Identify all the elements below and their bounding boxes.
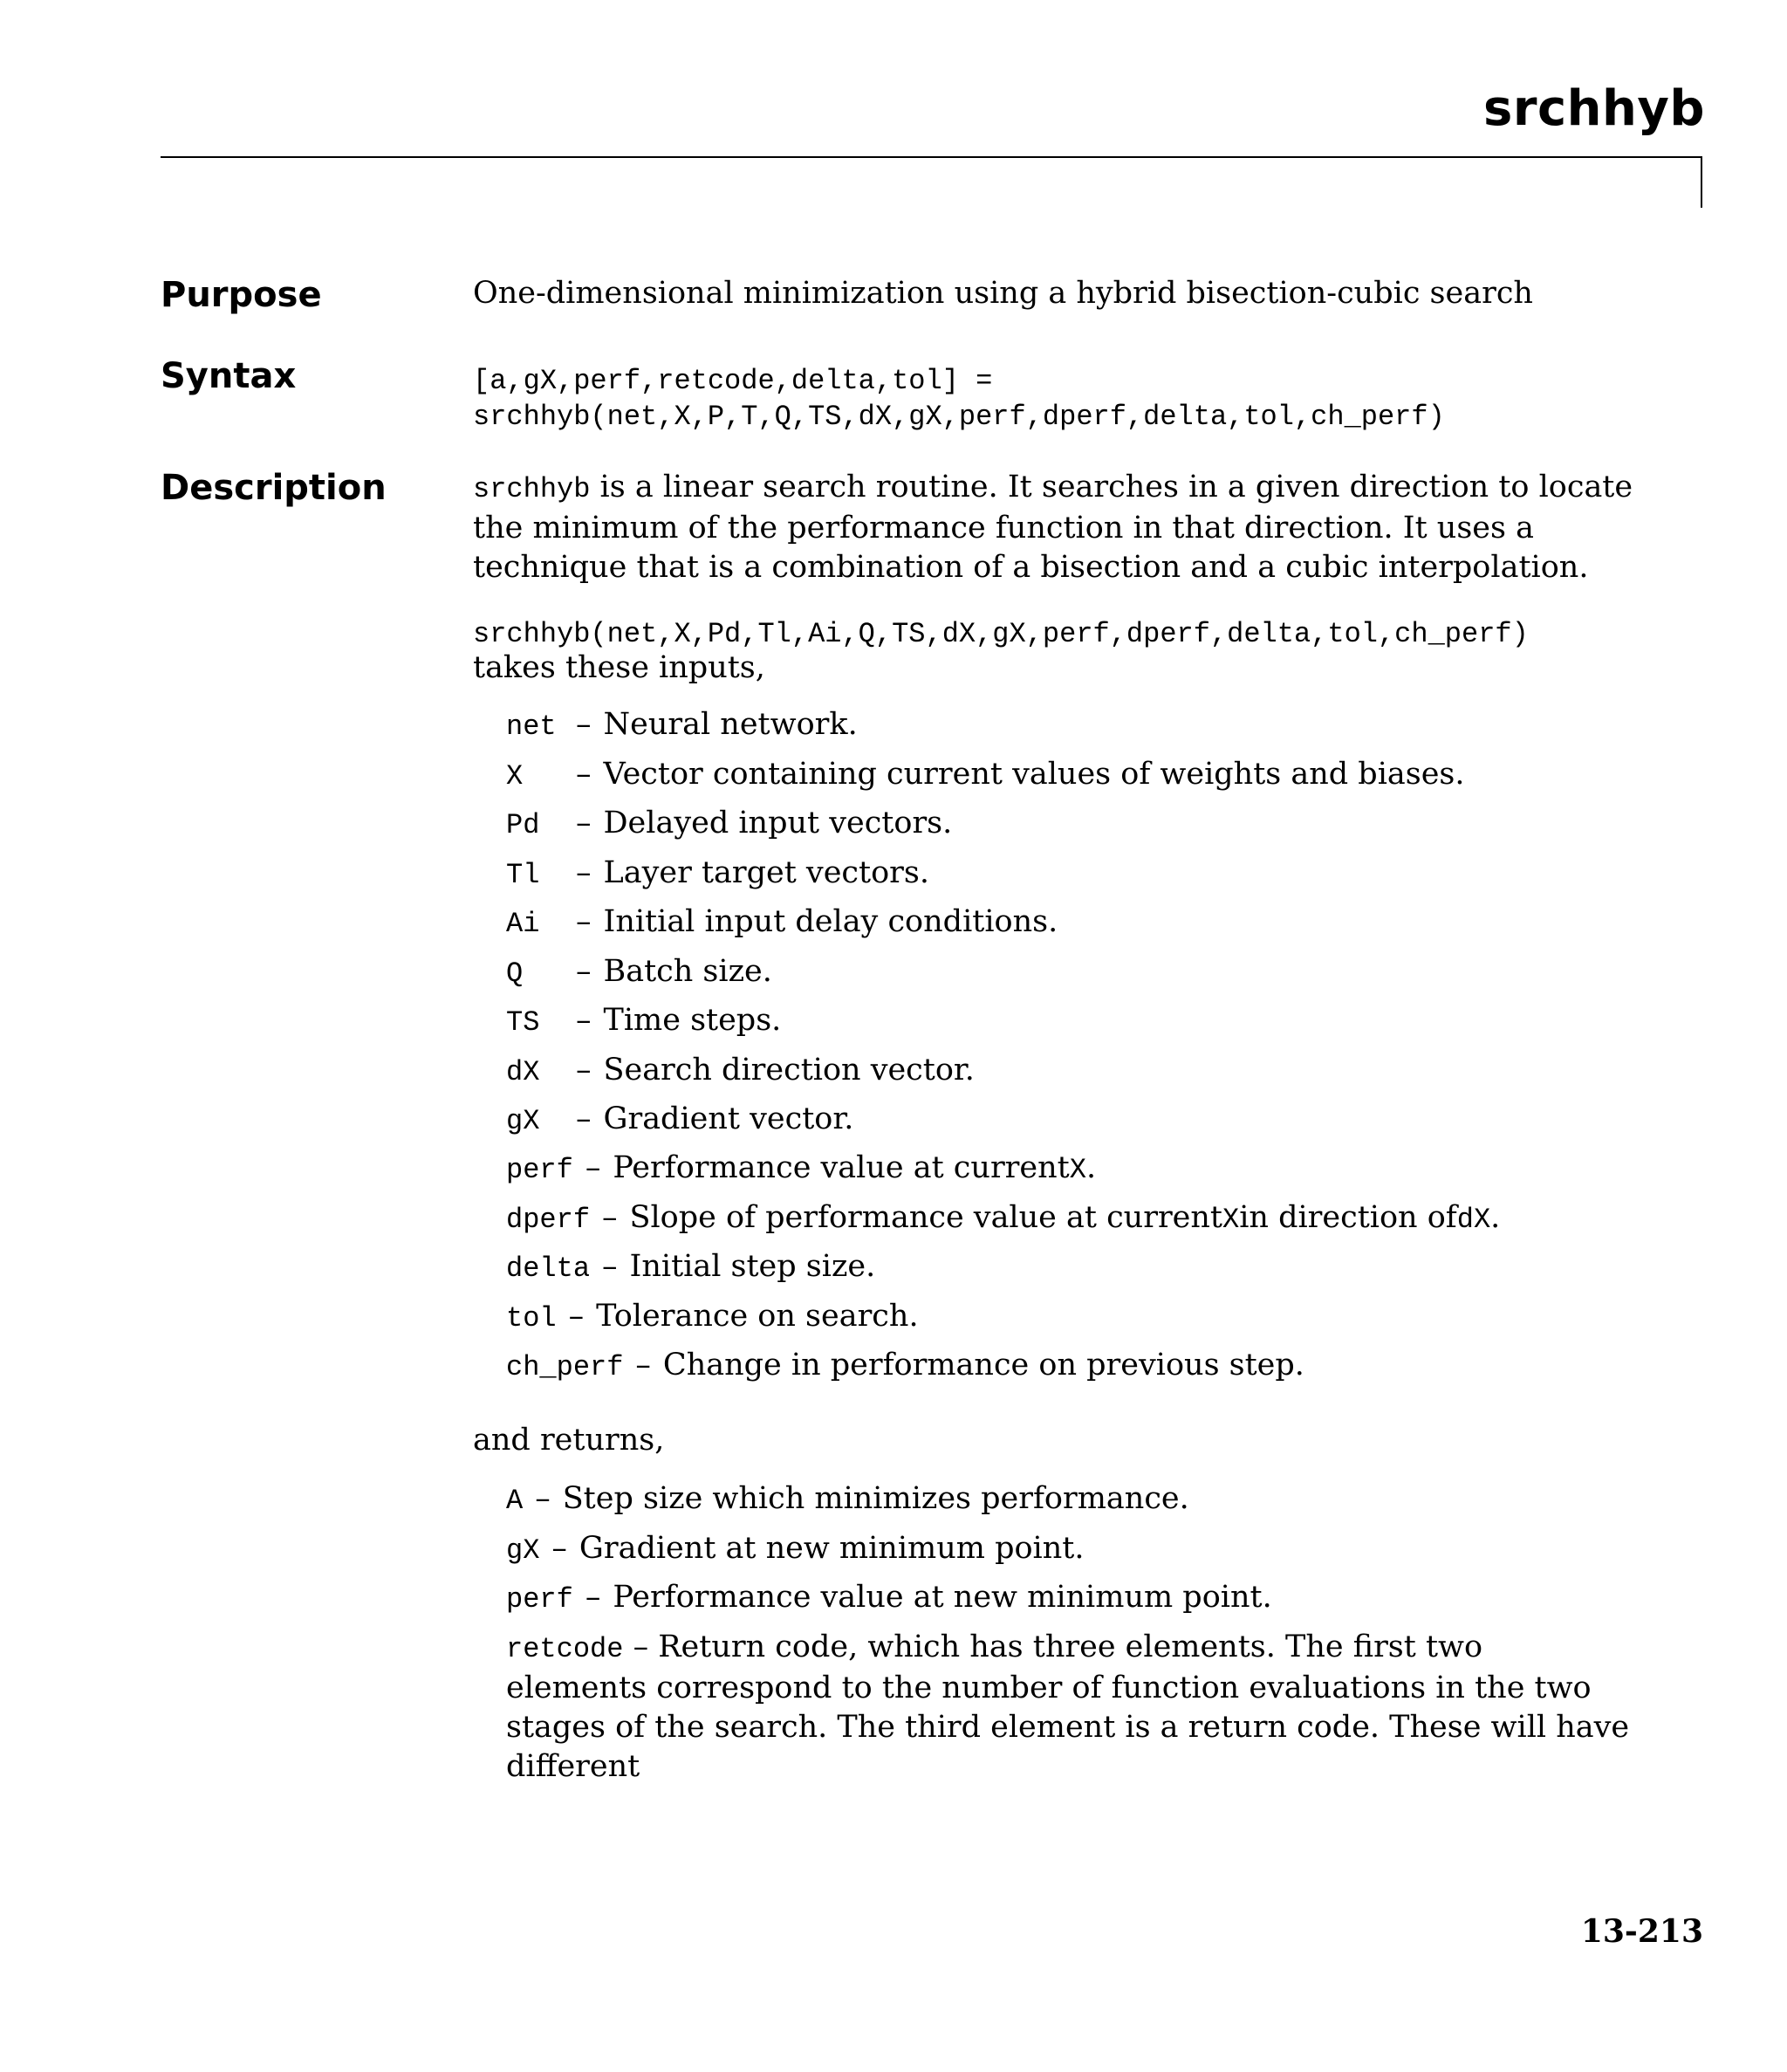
list-item: ch_perf – Change in performance on previous step.	[506, 1348, 1304, 1383]
list-item: tol – Tolerance on search.	[506, 1298, 919, 1334]
list-item: TS – Time steps.	[506, 1003, 782, 1039]
syntax-code	[473, 363, 1445, 435]
list-item: perf – Performance value at current X .	[506, 1150, 1097, 1186]
purpose-heading: Purpose	[161, 275, 322, 315]
and-returns-text: and returns,	[473, 1423, 665, 1458]
list-item: dX – Search direction vector.	[506, 1052, 975, 1088]
header-rule-tick	[1701, 156, 1702, 208]
description-heading: Description	[161, 468, 387, 508]
syntax-heading: Syntax	[161, 356, 297, 396]
takes-inputs-text: takes these inputs,	[473, 650, 765, 685]
page-number: 13-213	[1580, 1913, 1703, 1950]
list-item: perf – Performance value at new minimum point.	[506, 1580, 1272, 1616]
inputs-list-continued	[506, 1150, 1640, 1397]
list-item: A – Step size which minimizes performance.	[506, 1481, 1189, 1517]
retcode-desc: Return code, which has three elements. The first two elements correspond to the number of function evaluations in the two stages of the search. The third element is a return code. These will have different	[506, 1629, 1630, 1784]
call-signature: srchhyb(net,X,Pd,Tl,Ai,Q,TS,dX,gX,perf,dperf,delta,tol,ch_perf)	[473, 618, 1529, 650]
list-item: Tl – Layer target vectors.	[506, 854, 929, 891]
list-item: Pd – Delayed input vectors.	[506, 806, 953, 841]
list-item: gX – Gradient vector.	[506, 1101, 854, 1137]
list-item: dperf – Slope of performance value at current X in direction of dX .	[506, 1199, 1501, 1236]
inputs-list	[506, 707, 1640, 1151]
inline-code-srchhyb: srchhyb	[473, 473, 591, 505]
description-text: is a linear search routine. It searches in a given direction to locate the minimum of the performance function in that direction. It uses a technique that is a combination of a bisection and a cubic interpolation.	[473, 470, 1633, 585]
purpose-text: One-dimensional minimization using a hybrid bisection-cubic search	[473, 276, 1533, 311]
outputs-list	[506, 1481, 1640, 1629]
retcode-arg: retcode	[506, 1633, 624, 1665]
description-paragraph	[473, 468, 1633, 587]
syntax-line-2: srchhyb(net,X,P,T,Q,TS,dX,gX,perf,dperf,delta,tol,ch_perf)	[473, 401, 1445, 433]
list-item: gX – Gradient at new minimum point.	[506, 1530, 1085, 1567]
list-item: delta – Initial step size.	[506, 1249, 876, 1285]
retcode-item: retcode – Return code, which has three elements. The first two elements correspond to the number of function evaluations in the two stages of the search. The third element is a return code. These will have different	[506, 1629, 1630, 1784]
list-item: Ai – Initial input delay conditions.	[506, 904, 1058, 940]
syntax-line-1: [a,gX,perf,retcode,delta,tol] =	[473, 365, 993, 397]
header-rule	[161, 156, 1702, 158]
list-item: Q – Batch size.	[506, 953, 772, 990]
page-title: srchhyb	[1483, 80, 1705, 137]
list-item: net – Neural network.	[506, 707, 858, 743]
list-item: X – Vector containing current values of weights and biases.	[506, 756, 1465, 792]
